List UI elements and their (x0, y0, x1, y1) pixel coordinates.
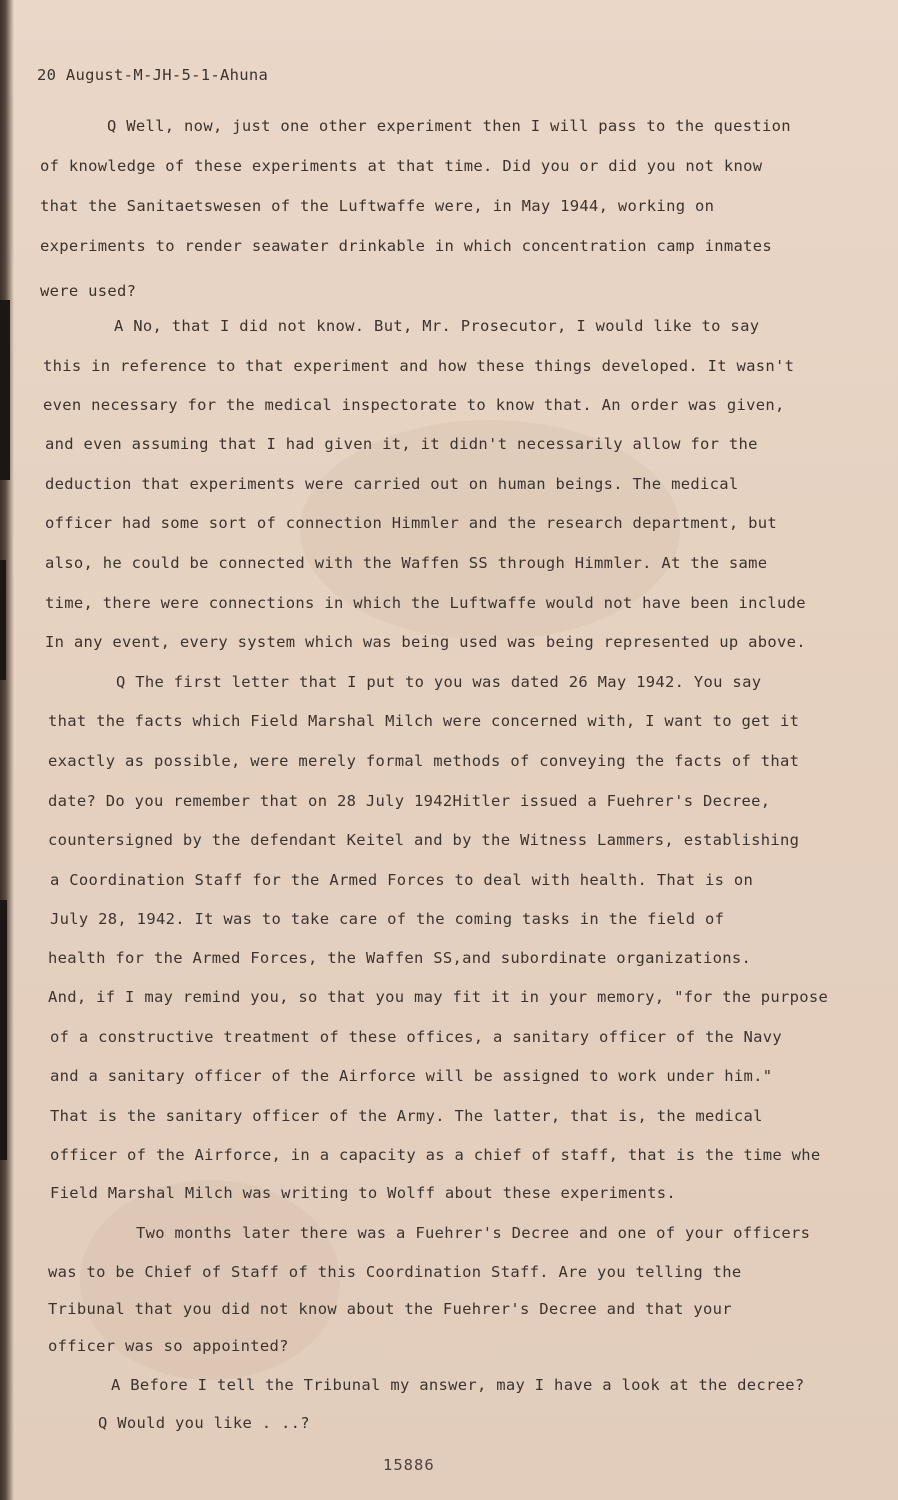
text-line: and a sanitary officer of the Airforce will be assigned to work under him." (50, 1067, 773, 1085)
document-header: 20 August-M-JH-5-1-Ahuna (37, 66, 269, 84)
text-line: experiments to render seawater drinkable in which concentration camp inmates (40, 237, 773, 255)
text-line: officer of the Airforce, in a capacity as a chief of staff, that is the time whe (50, 1146, 821, 1164)
text-line: also, he could be connected with the Waffen SS through Himmler. At the same (45, 554, 768, 572)
torn-edge (0, 560, 6, 680)
text-line: A No, that I did not know. But, Mr. Prosecutor, I would like to say (114, 317, 760, 335)
text-line: that the facts which Field Marshal Milch were concerned with, I want to get it (48, 712, 800, 730)
text-line: a Coordination Staff for the Armed Forces to deal with health. That is on (50, 871, 754, 889)
text-line: A Before I tell the Tribunal my answer, may I have a look at the decree? (111, 1376, 805, 1394)
text-line: That is the sanitary officer of the Army. The latter, that is, the medical (50, 1107, 763, 1125)
text-line: time, there were connections in which the Luftwaffe would not have been include (45, 594, 806, 612)
text-line: this in reference to that experiment and how these things developed. It wasn't (43, 357, 795, 375)
page-left-edge (0, 0, 14, 1500)
text-line: that the Sanitaetswesen of the Luftwaffe were, in May 1944, working on (40, 197, 715, 215)
text-line: In any event, every system which was being used was being represented up above. (45, 633, 806, 651)
text-line: Two months later there was a Fuehrer's Decree and one of your officers (136, 1224, 811, 1242)
text-line: deduction that experiments were carried out on human beings. The medical (45, 475, 739, 493)
text-line: even necessary for the medical inspectorate to know that. An order was given, (43, 396, 785, 414)
page-number: 15886 (383, 1456, 435, 1474)
torn-edge (0, 300, 10, 480)
text-line: Q The first letter that I put to you was dated 26 May 1942. You say (116, 673, 762, 691)
text-line: was to be Chief of Staff of this Coordination Staff. Are you telling the (48, 1263, 742, 1281)
text-line: officer had some sort of connection Himmler and the research department, but (45, 514, 778, 532)
text-line: and even assuming that I had given it, it didn't necessarily allow for the (45, 435, 758, 453)
text-line: were used? (40, 282, 137, 300)
text-line: And, if I may remind you, so that you may fit it in your memory, "for the purpose (48, 988, 829, 1006)
text-line: officer was so appointed? (48, 1337, 289, 1355)
torn-edge (0, 900, 7, 1160)
text-line: date? Do you remember that on 28 July 1942Hitler issued a Fuehrer's Decree, (48, 792, 771, 810)
text-line: of a constructive treatment of these offices, a sanitary officer of the Navy (50, 1028, 783, 1046)
text-line: Tribunal that you did not know about the Fuehrer's Decree and that your (48, 1300, 732, 1318)
text-line: Q Well, now, just one other experiment then I will pass to the question (107, 117, 791, 135)
text-line: of knowledge of these experiments at that time. Did you or did you not know (40, 157, 763, 175)
text-line: exactly as possible, were merely formal methods of conveying the facts of that (48, 752, 800, 770)
text-line: Field Marshal Milch was writing to Wolff about these experiments. (50, 1184, 677, 1202)
text-line: countersigned by the defendant Keitel and by the Witness Lammers, establishing (48, 831, 800, 849)
text-line: Q Would you like . ..? (98, 1414, 310, 1432)
text-line: health for the Armed Forces, the Waffen SS,and subordinate organizations. (48, 949, 752, 967)
text-line: July 28, 1942. It was to take care of the coming tasks in the field of (50, 910, 725, 928)
